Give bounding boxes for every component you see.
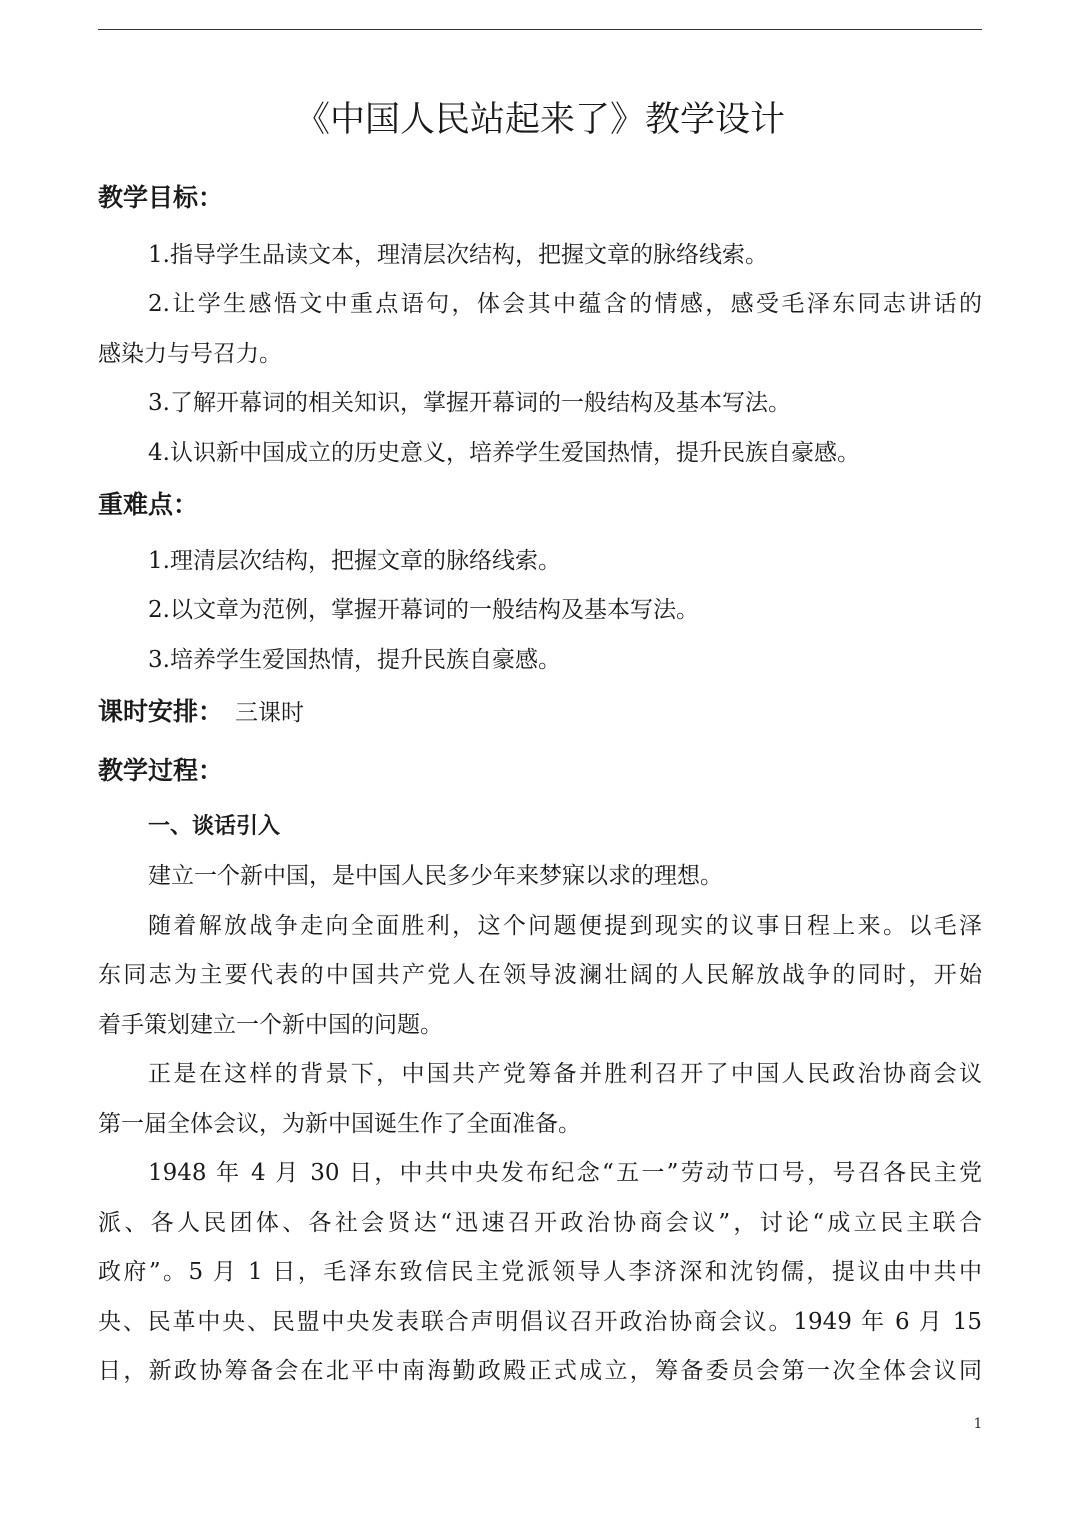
paragraph-4-line-1: 1948 年 4 月 30 日，中共中央发布纪念“五一”劳动节口号，号召各民主党	[148, 1160, 982, 1186]
page-number: 1	[973, 1416, 983, 1432]
key-point-item-1: 1.理清层次结构，把握文章的脉络线索。	[148, 548, 561, 574]
objective-item-2-line-2: 感染力与号召力。	[98, 341, 282, 367]
objective-item-3: 3.了解开幕词的相关知识，掌握开幕词的一般结构及基本写法。	[148, 390, 791, 416]
objective-item-2-line-1: 2.让学生感悟文中重点语句，体会其中蕴含的情感，感受毛泽东同志讲话的	[148, 291, 982, 317]
process-heading: 教学过程：	[98, 756, 224, 785]
paragraph-4-line-4: 央、民革中央、民盟中央发表联合声明倡议召开政治协商会议。1949 年 6 月 15	[98, 1309, 982, 1335]
paragraph-4-line-3: 政府”。5 月 1 日，毛泽东致信民主党派领导人李济深和沈钧儒，提议由中共中	[98, 1259, 982, 1285]
paragraph-4-line-5: 日，新政协筹备会在北平中南海勤政殿正式成立，筹备委员会第一次全体会议同	[98, 1358, 982, 1384]
objective-item-1: 1.指导学生品读文本，理清层次结构，把握文章的脉络线索。	[148, 242, 768, 268]
document-title: 《中国人民站起来了》教学设计	[294, 100, 785, 140]
objective-item-4: 4.认识新中国成立的历史意义，培养学生爱国热情，提升民族自豪感。	[148, 440, 860, 466]
paragraph-4-line-2: 派、各人民团体、各社会贤达“迅速召开政治协商会议”，讨论“成立民主联合	[98, 1210, 982, 1236]
paragraph-2-line-1: 随着解放战争走向全面胜利，这个问题便提到现实的议事日程上来。以毛泽	[148, 913, 982, 939]
schedule-heading	[98, 692, 304, 733]
schedule-value: 三课时	[235, 700, 305, 726]
paragraph-3-line-1: 正是在这样的背景下，中国共产党筹备并胜利召开了中国人民政治协商会议	[148, 1061, 982, 1087]
paragraph-3-line-2: 第一届全体会议，为新中国诞生作了全面准备。	[98, 1111, 581, 1137]
objectives-heading: 教学目标：	[98, 183, 224, 212]
key-point-item-3: 3.培养学生爱国热情，提升民族自豪感。	[148, 647, 561, 673]
section-1-heading: 一、谈话引入	[148, 814, 281, 839]
schedule-label: 课时安排：	[98, 697, 224, 726]
header-rule	[98, 29, 982, 30]
paragraph-1: 建立一个新中国，是中国人民多少年来梦寐以求的理想。	[148, 863, 723, 889]
key-points-heading: 重难点：	[98, 490, 199, 519]
paragraph-2-line-2: 东同志为主要代表的中国共产党人在领导波澜壮阔的人民解放战争的同时，开始	[98, 962, 982, 988]
paragraph-2-line-3: 着手策划建立一个新中国的问题。	[98, 1012, 443, 1038]
key-point-item-2: 2.以文章为范例，掌握开幕词的一般结构及基本写法。	[148, 597, 699, 623]
